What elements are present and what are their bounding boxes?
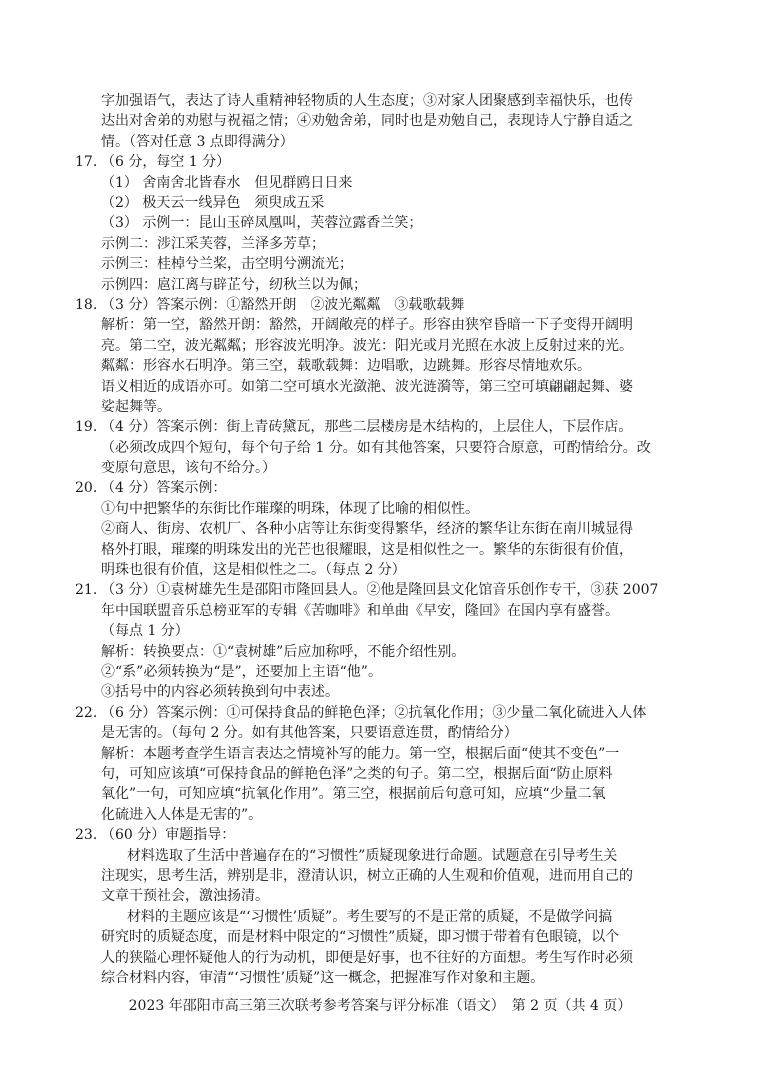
text-line: （6 分，每空 1 分） xyxy=(101,154,231,171)
text-line: 研究时的质疑态度，而是材料中限定的“习惯性”质疑，即习惯于带着有色眼镜，以个 xyxy=(101,929,620,946)
question-17 xyxy=(75,152,695,295)
text-line: 年中国联盟音乐总榜亚军的专辑《苦咖啡》和单曲《早安，隆回》在国内享有盛誉。 xyxy=(101,602,619,619)
question-number: 17. xyxy=(75,154,98,171)
text-line: （2） 极天云一线异色 须臾成五采 xyxy=(101,194,325,211)
text-line: （6 分）答案示例：①可保持食品的鲜艳色泽；②抗氧化作用；③少量二氧化硫进入人体 xyxy=(101,704,647,721)
page-footer: 2023 年邵阳市高三第三次联考参考答案与评分标准（语文） 第 2 页（共 4 页） xyxy=(128,998,632,1014)
text-line: 达出对舍弟的劝慰与祝福之情；④劝勉舍弟，同时也是劝勉自己，表现诗人宁静自适之 xyxy=(101,113,633,130)
text-line: 氧化”一句，可知应填“抗氧化作用”。第三空，根据前后句意可知，应填“少量二氧 xyxy=(101,786,606,803)
question-number: 23. xyxy=(75,827,98,844)
text-line: 明珠也很有价值，这是相似性之二。（每点 2 分） xyxy=(101,562,406,579)
text-line: 示例三：桂棹兮兰桨，击空明兮溯流光； xyxy=(101,256,353,273)
text-line: （3 分）①袁树雄先生是邵阳市隆回县人。②他是隆回县文化馆音乐创作专干，③获 2007 xyxy=(101,582,659,599)
question-number: 20. xyxy=(75,480,98,497)
text-line: 是无害的。（每句 2 分。如有其他答案，只要语意连贯，酌情给分） xyxy=(101,725,518,742)
question-20 xyxy=(75,478,695,580)
question-19 xyxy=(75,417,695,478)
text-line: 化硫进入人体是无害的”。 xyxy=(101,806,263,823)
text-line: （4 分）答案示例：街上青砖黛瓦，那些二层楼房是木结构的，上层住人，下层作店。 xyxy=(101,419,633,436)
text-line: ③括号中的内容必须转换到句中表述。 xyxy=(101,684,339,701)
text-line: ②商人、街房、农机厂、各种小店等让东街变得繁华，经济的繁华让东街在南川城显得 xyxy=(101,521,633,538)
question-21 xyxy=(75,580,695,702)
text-line: 注现实，思考生活，辨别是非，澄清认识，树立正确的人生观和价值观，进而用自己的 xyxy=(101,867,633,884)
text-line: 字加强语气，表达了诗人重精神轻物质的人生态度；③对家人团聚感到幸福快乐，也传 xyxy=(101,93,633,109)
text-line: （60 分）审题指导： xyxy=(101,827,236,844)
text-line: ①句中把繁华的东街比作璀璨的明珠，体现了比喻的相似性。 xyxy=(101,500,479,517)
text-line: （3） 示例一：昆山玉碎凤凰叫，芙蓉泣露香兰笑； xyxy=(101,215,423,232)
text-line: 示例二：涉江采芙蓉，兰泽多芳草； xyxy=(101,235,325,252)
question-number: 21. xyxy=(75,582,98,599)
text-line: 材料的主题应该是“‘习惯性’质疑”。考生要写的不是正常的质疑，不是做学问搞 xyxy=(127,908,613,925)
text-line: 示例四：扈江离与辟芷兮，纫秋兰以为佩； xyxy=(101,276,367,293)
text-line: 情。（答对任意 3 点即得满分） xyxy=(101,133,294,150)
text-line: （4 分）答案示例： xyxy=(101,480,227,497)
q16-continuation xyxy=(75,91,695,152)
text-line: 粼粼：形容水石明净。第三空，载歌载舞：边唱歌，边跳舞。形容尽情地欢乐。 xyxy=(101,358,591,375)
text-line: 娑起舞等。 xyxy=(101,398,171,415)
text-line: 解析：本题考查学生语言表达之情境补写的能力。第一空，根据后面“使其不变色”一 xyxy=(101,745,620,762)
text-line: 解析：转换要点：①“袁树雄”后应加称呼，不能介绍性别。 xyxy=(101,643,466,660)
text-line: （必须改成四个短句，每个句子给 1 分。如有其他答案，只要符合原意，可酌情给分。改 xyxy=(101,439,651,456)
question-18 xyxy=(75,295,695,417)
text-line: 材料选取了生活中普遍存在的“习惯性”质疑现象进行命题。试题意在引导考生关 xyxy=(127,847,618,864)
question-number: 19. xyxy=(75,419,98,436)
text-line: 综合材料内容，审清“‘习惯性’质疑”这一概念，把握准写作对象和主题。 xyxy=(101,969,545,986)
question-number: 22. xyxy=(75,704,98,721)
page-content xyxy=(75,91,695,988)
text-line: 句，可知应该填“可保持食品的鲜艳色泽”之类的句子。第二空，根据后面“防止原料 xyxy=(101,765,613,782)
question-number: 18. xyxy=(75,296,98,313)
text-line: 语义相近的成语亦可。如第二空可填水光潋滟、波光涟漪等，第三空可填翩翩起舞、婆 xyxy=(101,378,633,395)
text-line: 文章干预社会，激浊扬清。 xyxy=(101,888,269,905)
text-line: 亮。第二空，波光粼粼；形容波光明净。波光：阳光或月光照在水波上反射过来的光。 xyxy=(101,337,633,354)
question-23 xyxy=(75,825,695,988)
text-line: 变原句意思，该句不给分。） xyxy=(101,460,276,477)
text-line: （每点 1 分） xyxy=(101,623,189,640)
text-line: ②“系”必须转换为“是”，还要加上主语“他”。 xyxy=(101,664,382,681)
text-line: 解析：第一空，豁然开朗：豁然，开阔敞亮的样子。形容由狭窄昏暗一下子变得开阔明 xyxy=(101,317,633,334)
text-line: （1） 舍南舍北皆春水 但见群鸥日日来 xyxy=(101,174,353,191)
text-line: 格外打眼，璀璨的明珠发出的光芒也很耀眼，这是相似性之一。繁华的东街很有价值， xyxy=(101,541,633,558)
text-line: 人的狭隘心理怀疑他人的行为动机，即便是好事，也不往好的方面想。考生写作时必须 xyxy=(101,949,633,966)
text-line: （3 分）答案示例：①豁然开朗 ②波光粼粼 ③载歌载舞 xyxy=(101,296,465,313)
question-22 xyxy=(75,703,695,825)
